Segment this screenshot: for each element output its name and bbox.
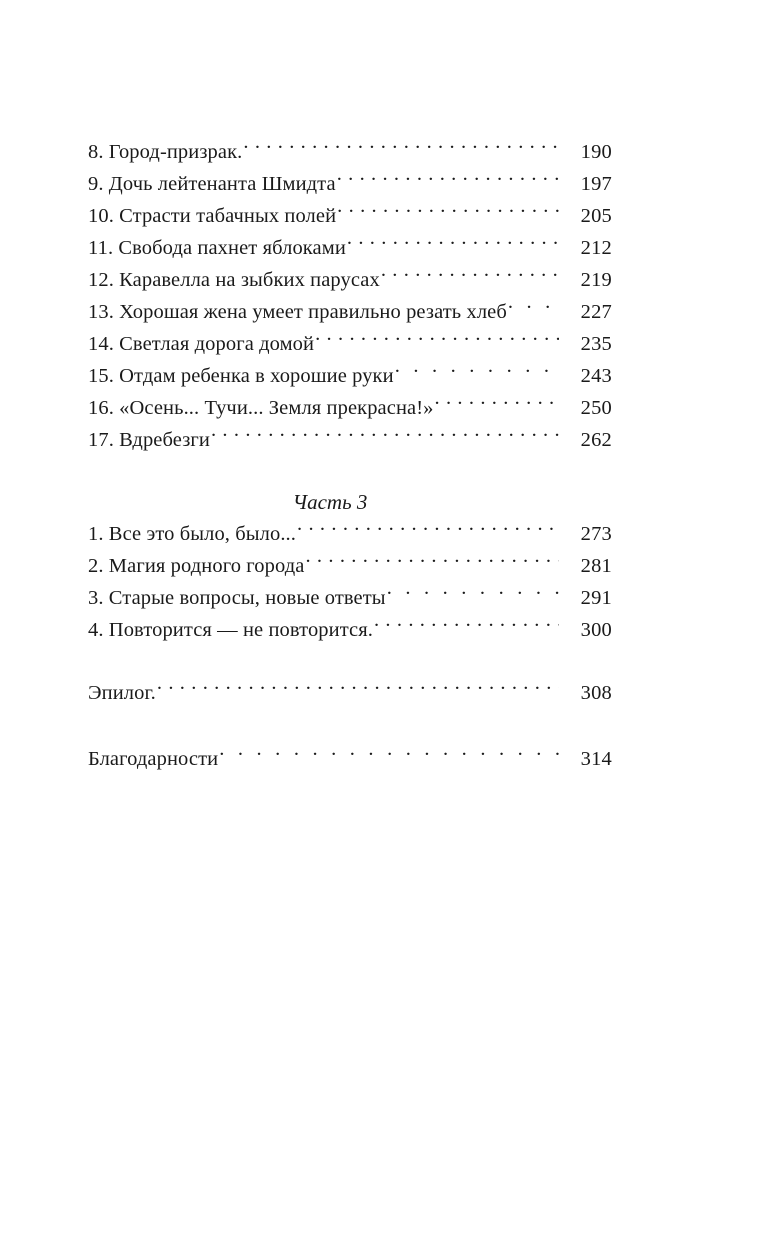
toc-dot-leader	[337, 202, 559, 223]
toc-dot-leader	[374, 616, 559, 637]
toc-entry[interactable]	[88, 232, 612, 264]
toc-dot-leader	[305, 552, 559, 573]
toc-dot-leader	[435, 394, 559, 415]
toc-entry-page-number: 227	[580, 301, 612, 323]
toc-dot-leader	[211, 426, 559, 447]
toc-entry-page-number: 243	[580, 365, 612, 387]
toc-dot-leader	[243, 138, 559, 159]
toc-entry[interactable]	[88, 582, 612, 614]
toc-entry-title: Благодарности	[88, 748, 219, 770]
toc-entry-page-number: 190	[580, 141, 612, 163]
toc-entry[interactable]	[88, 360, 612, 392]
toc-entry-title: 4. Повторится — не повторится.	[88, 619, 373, 641]
toc-dot-leader	[219, 745, 559, 766]
toc-entry-page-number: 250	[580, 397, 612, 419]
toc-dot-leader	[387, 584, 559, 605]
toc-entry-title: 3. Старые вопросы, новые ответы	[88, 587, 386, 609]
toc-entry-page-number: 314	[580, 748, 612, 770]
toc-entry[interactable]	[88, 168, 612, 200]
section-gap	[88, 709, 612, 743]
toc-entry-title: 9. Дочь лейтенанта Шмидта	[88, 173, 336, 195]
toc-dot-leader	[297, 520, 559, 541]
toc-entry-title: 15. Отдам ребенка в хорошие руки	[88, 365, 394, 387]
toc-dot-leader	[347, 234, 559, 255]
toc-entry-page-number: 308	[580, 682, 612, 704]
toc-entry[interactable]	[88, 743, 612, 775]
toc-dot-leader	[381, 266, 559, 287]
toc-entry-page-number: 262	[580, 429, 612, 451]
toc-entry[interactable]	[88, 296, 612, 328]
toc-entry-page-number: 281	[580, 555, 612, 577]
toc-entry-title: 11. Свобода пахнет яблоками	[88, 237, 346, 259]
section-gap	[88, 456, 612, 486]
toc-entry[interactable]	[88, 200, 612, 232]
toc-entry-title: 16. «Осень... Тучи... Земля прекрасна!»	[88, 397, 434, 419]
toc-dot-leader	[395, 362, 559, 383]
toc-entry[interactable]	[88, 264, 612, 296]
toc-entry-page-number: 212	[580, 237, 612, 259]
toc-entry[interactable]	[88, 392, 612, 424]
section-gap	[88, 646, 612, 677]
toc-dot-leader	[508, 298, 559, 319]
toc-entry-page-number: 235	[580, 333, 612, 355]
toc-entry-page-number: 197	[580, 173, 612, 195]
toc-entry[interactable]	[88, 136, 612, 168]
toc-entry-page-number: 291	[580, 587, 612, 609]
toc-entry-page-number: 219	[580, 269, 612, 291]
table-of-contents	[88, 136, 612, 775]
toc-entry-title: Эпилог.	[88, 682, 156, 704]
toc-entry-title: 2. Магия родного города	[88, 555, 305, 577]
toc-entry-page-number: 273	[580, 523, 612, 545]
part-heading: Часть 3	[292, 490, 368, 514]
toc-entry-page-number: 300	[580, 619, 612, 641]
toc-entry-title: 14. Светлая дорога домой	[88, 333, 315, 355]
toc-dot-leader	[157, 679, 559, 700]
toc-entry-title: 8. Город-призрак.	[88, 141, 243, 163]
toc-entry-title: 13. Хорошая жена умеет правильно резать хлеб	[88, 301, 507, 323]
toc-entry[interactable]	[88, 518, 612, 550]
toc-entry[interactable]	[88, 614, 612, 646]
toc-dot-leader	[337, 170, 559, 191]
toc-entry[interactable]	[88, 550, 612, 582]
toc-entry-title: 10. Страсти табачных полей	[88, 205, 337, 227]
toc-entry[interactable]	[88, 328, 612, 360]
toc-entry-page-number: 205	[580, 205, 612, 227]
toc-entry[interactable]	[88, 677, 612, 709]
toc-entry[interactable]	[88, 424, 612, 456]
toc-dot-leader	[315, 330, 559, 351]
toc-entry-title: 12. Каравелла на зыбких парусах	[88, 269, 380, 291]
toc-entry-title: 17. Вдребезги	[88, 429, 210, 451]
toc-entry-title: 1. Все это было, было...	[88, 523, 297, 545]
